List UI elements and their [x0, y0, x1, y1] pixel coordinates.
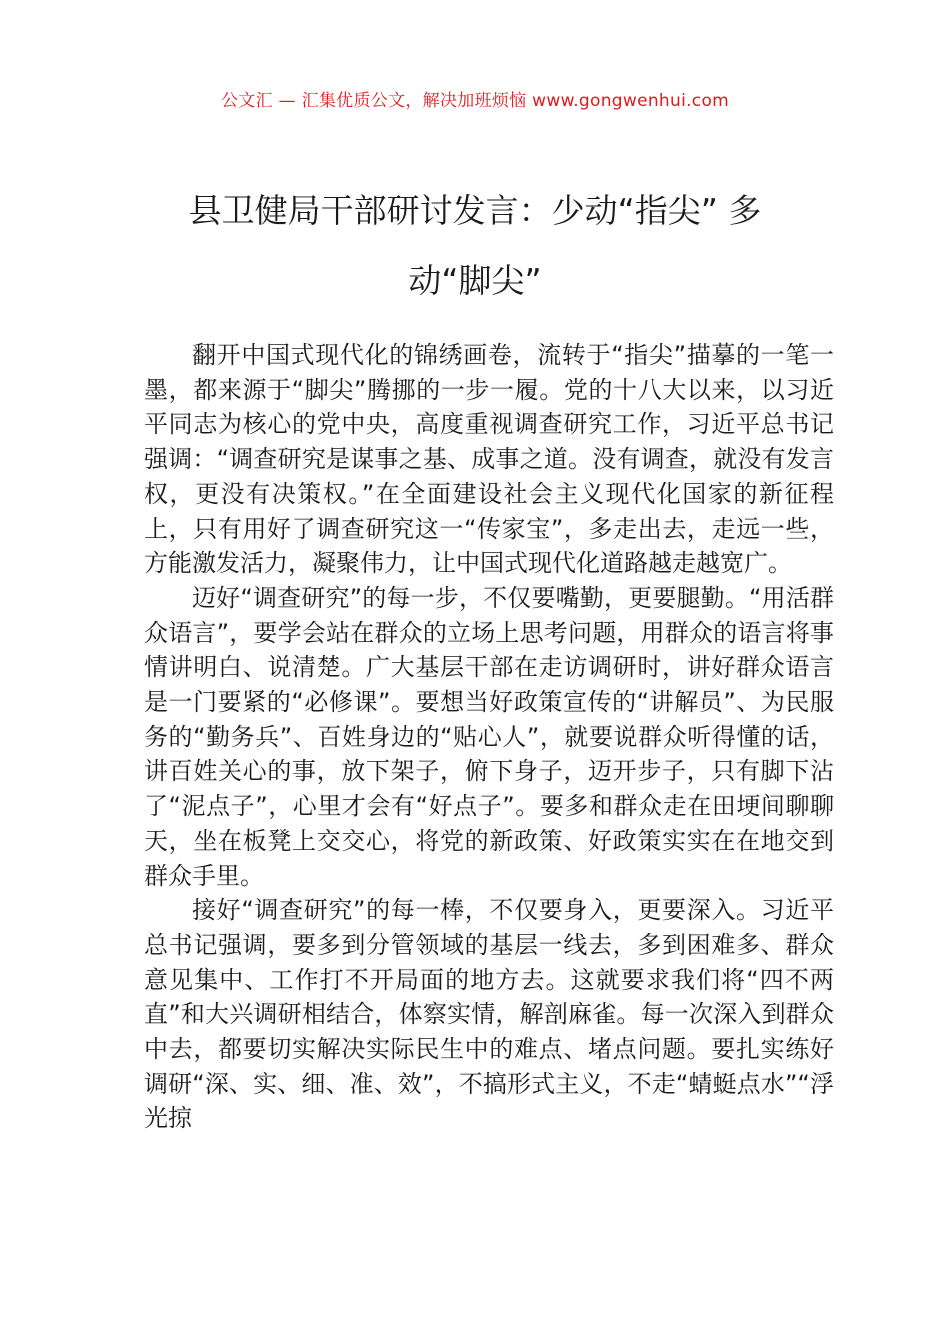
- document-title: [120, 176, 830, 316]
- header-banner: 公文汇 — 汇集优质公文，解决加班烦恼 www.gongwenhui.com: [220, 91, 730, 111]
- paragraph-1: 翻开中国式现代化的锦绣画卷，流转于“指尖”描摹的一笔一墨，都来源于“脚尖”腾挪的一步一履。党的十八大以来，以习近平同志为核心的党中央，高度重视调查研究工作，习近平总书记强调：“调查研究是谋事之基、成事之道。没有调查，就没有发言权，更没有决策权。”在全面建设社会主义现代化国家的新征程上，只有用好了调查研究这一“传家宝”，多走出去，走远一些，方能激发活力，凝聚伟力，让中国式现代化道路越走越宽广。: [144, 341, 834, 578]
- paragraph-3: 接好“调查研究”的每一棒，不仅要身入，更要深入。习近平总书记强调，要多到分管领域的基层一线去，多到困难多、群众意见集中、工作打不开局面的地方去。这就要求我们将“四不两直”和大兴调研相结合，体察实情，解剖麻雀。每一次深入到群众中去，都要切实解决实际民生中的难点、堵点问题。要扎实练好调研“深、实、细、准、效”，不搞形式主义，不走“蜻蜓点水”“浮光掠: [144, 896, 834, 1133]
- paragraph-2: 迈好“调查研究”的每一步，不仅要嘴勤，更要腿勤。“用活群众语言”，要学会站在群众的立场上思考问题，用群众的语言将事情讲明白、说清楚。广大基层干部在走访调研时，讲好群众语言是一门要紧的“必修课”。要想当好政策宣传的“讲解员”、为民服务的“勤务兵”、百姓身边的“贴心人”，就要说群众听得懂的话，讲百姓关心的事，放下架子，俯下身子，迈开步子，只有脚下沾了“泥点子”，心里才会有“好点子”。要多和群众走在田埂间聊聊天，坐在板凳上交交心，将党的新政策、好政策实实在在地交到群众手里。: [144, 583, 834, 890]
- document-body: [144, 338, 834, 1136]
- title-line-2: 动“脚尖”: [408, 261, 542, 300]
- title-line-1: 县卫健局干部研讨发言：少动“指尖” 多: [188, 191, 762, 230]
